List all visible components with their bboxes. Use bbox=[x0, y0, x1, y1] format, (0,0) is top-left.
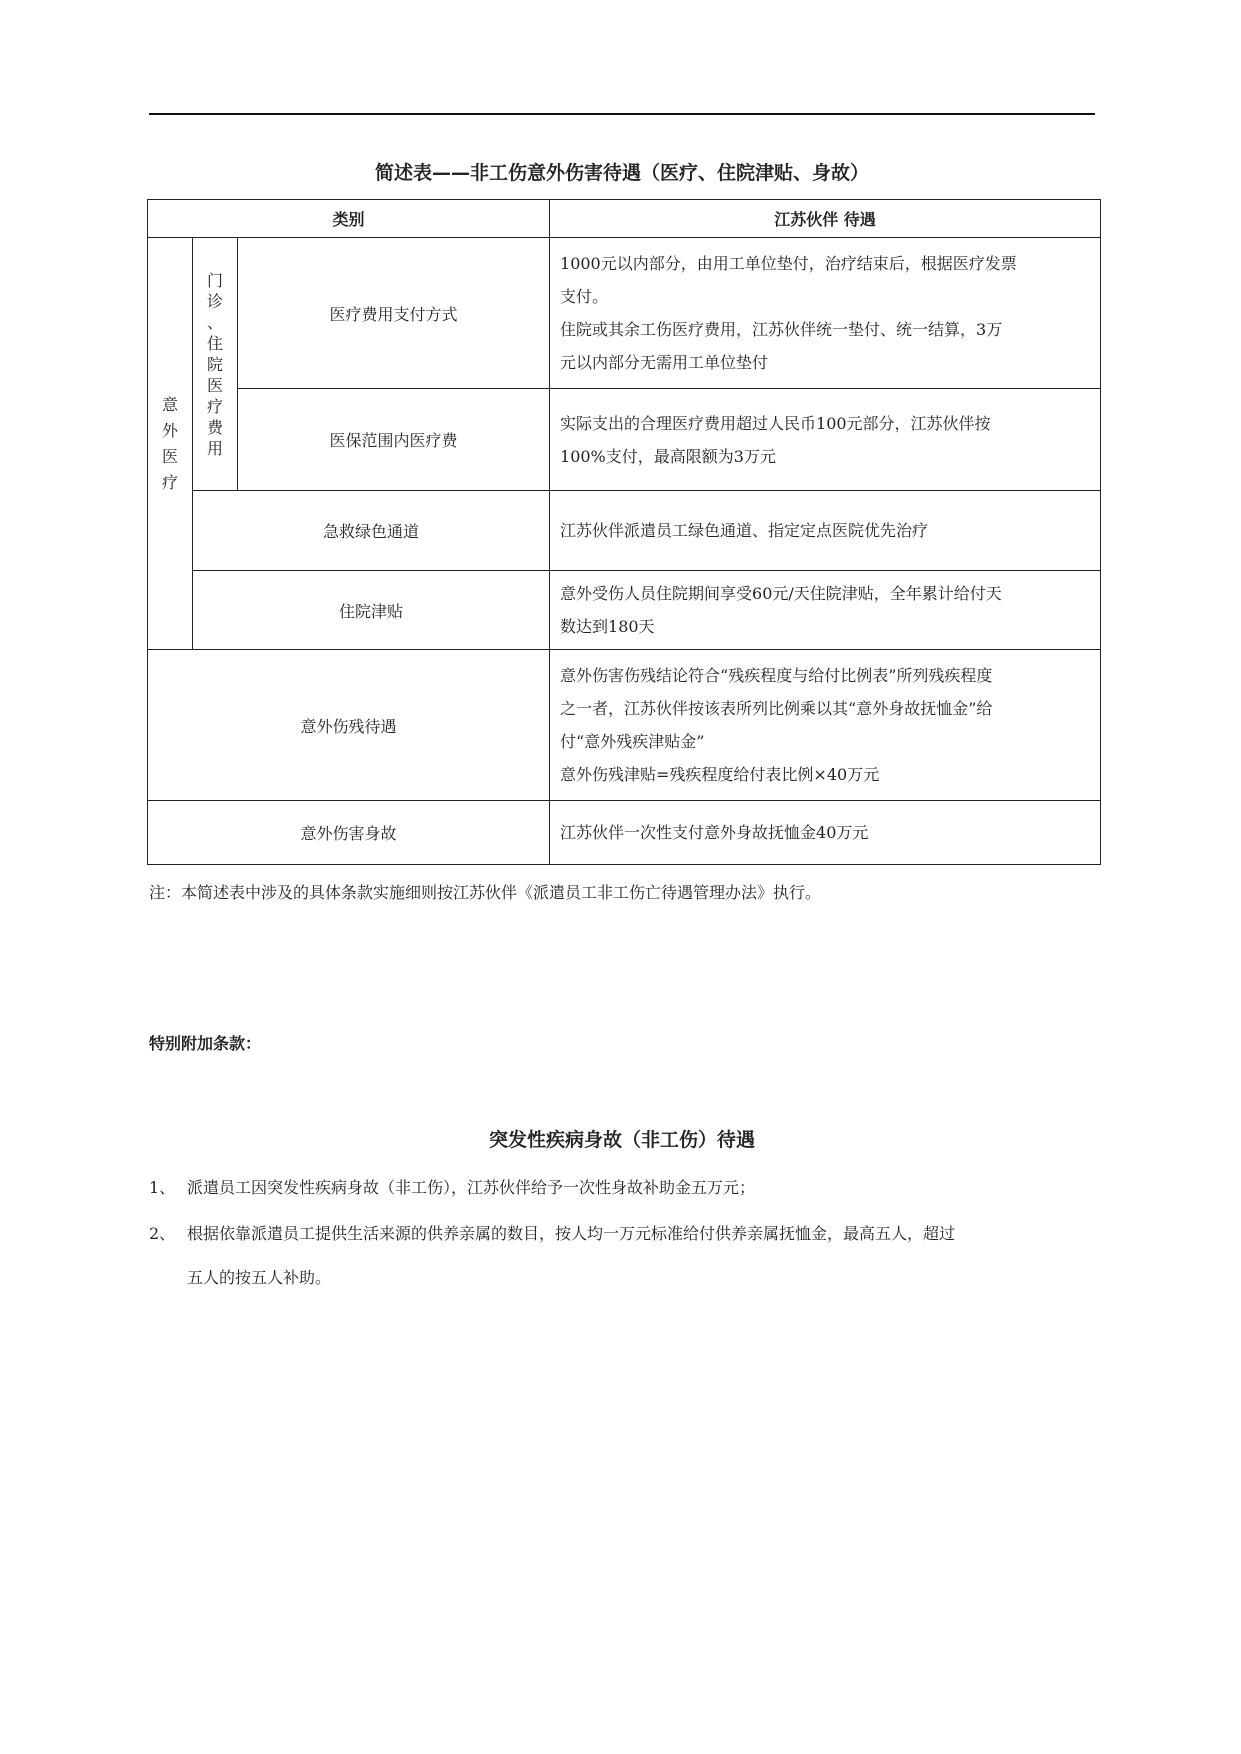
table-title: 简述表——非工伤意外伤害待遇（医疗、住院津贴、身故） bbox=[374, 162, 869, 184]
benefits-table bbox=[147, 199, 1101, 865]
table-header-row bbox=[148, 200, 1101, 238]
table-row bbox=[148, 801, 1101, 865]
subgroup-label-outpatient-inpatient: 门 诊 、 住 院 医 疗 费 用 bbox=[193, 238, 238, 491]
category-payment-method: 医疗费用支付方式 bbox=[238, 238, 550, 389]
list-item-number: 2、 bbox=[149, 1224, 176, 1243]
benefit-disability: 意外伤害伤残结论符合“残疾程度与给付比例表”所列残疾程度 之一者，江苏伙伴按该表所列比例乘以其“意外身故抚恤金”给 付“意外残疾津贴金” 意外伤残津贴=残疾程度给付表比例×40万元 bbox=[550, 650, 1101, 801]
header-rule bbox=[149, 113, 1095, 115]
special-clause-heading: 特别附加条款： bbox=[149, 1034, 262, 1053]
category-hospital-allowance: 住院津贴 bbox=[193, 571, 550, 650]
category-disability: 意外伤残待遇 bbox=[148, 650, 550, 801]
header-category: 类别 bbox=[148, 200, 550, 238]
benefit-insurance-scope: 实际支出的合理医疗费用超过人民币100元部分，江苏伙伴按 100%支付，最高限额为3万元 bbox=[550, 389, 1101, 491]
list-item-text: 根据依靠派遣员工提供生活来源的供养亲属的数目，按人均一万元标准给付供养亲属抚恤金，最高五人，超过 bbox=[187, 1224, 956, 1243]
table-row bbox=[148, 650, 1101, 801]
header-benefit: 江苏伙伴 待遇 bbox=[550, 200, 1101, 238]
table-row bbox=[148, 389, 1101, 491]
category-death: 意外伤害身故 bbox=[148, 801, 550, 865]
category-emergency: 急救绿色通道 bbox=[193, 491, 550, 571]
benefit-hospital-allowance: 意外受伤人员住院期间享受60元/天住院津贴，全年累计给付天 数达到180天 bbox=[550, 571, 1101, 650]
list-item-text: 派遣员工因突发性疾病身故（非工伤），江苏伙伴给予一次性身故补助金五万元； bbox=[187, 1178, 756, 1197]
table-row bbox=[148, 491, 1101, 571]
category-insurance-scope: 医保范围内医疗费 bbox=[238, 389, 550, 491]
table-note: 注：本简述表中涉及的具体条款实施细则按江苏伙伴《派遣员工非工伤亡待遇管理办法》执行。 bbox=[149, 883, 822, 902]
list-item bbox=[149, 1166, 1095, 1210]
benefit-payment-method: 1000元以内部分，由用工单位垫付，治疗结束后，根据医疗发票 支付。 住院或其余工伤医疗费用，江苏伙伴统一垫付、统一结算，3万 元以内部分无需用工单位垫付 bbox=[550, 238, 1101, 389]
table-row bbox=[148, 571, 1101, 650]
benefit-death: 江苏伙伴一次性支付意外身故抚恤金40万元 bbox=[550, 801, 1101, 865]
group-label-accident-medical: 意 外 医 疗 bbox=[148, 238, 193, 650]
list-item bbox=[149, 1212, 1095, 1300]
list-item-number: 1、 bbox=[149, 1178, 176, 1197]
benefit-emergency: 江苏伙伴派遣员工绿色通道、指定定点医院优先治疗 bbox=[550, 491, 1101, 571]
list-item-text-continued: 五人的按五人补助。 bbox=[187, 1268, 332, 1287]
section-title: 突发性疾病身故（非工伤）待遇 bbox=[488, 1129, 755, 1151]
table-row bbox=[148, 238, 1101, 389]
